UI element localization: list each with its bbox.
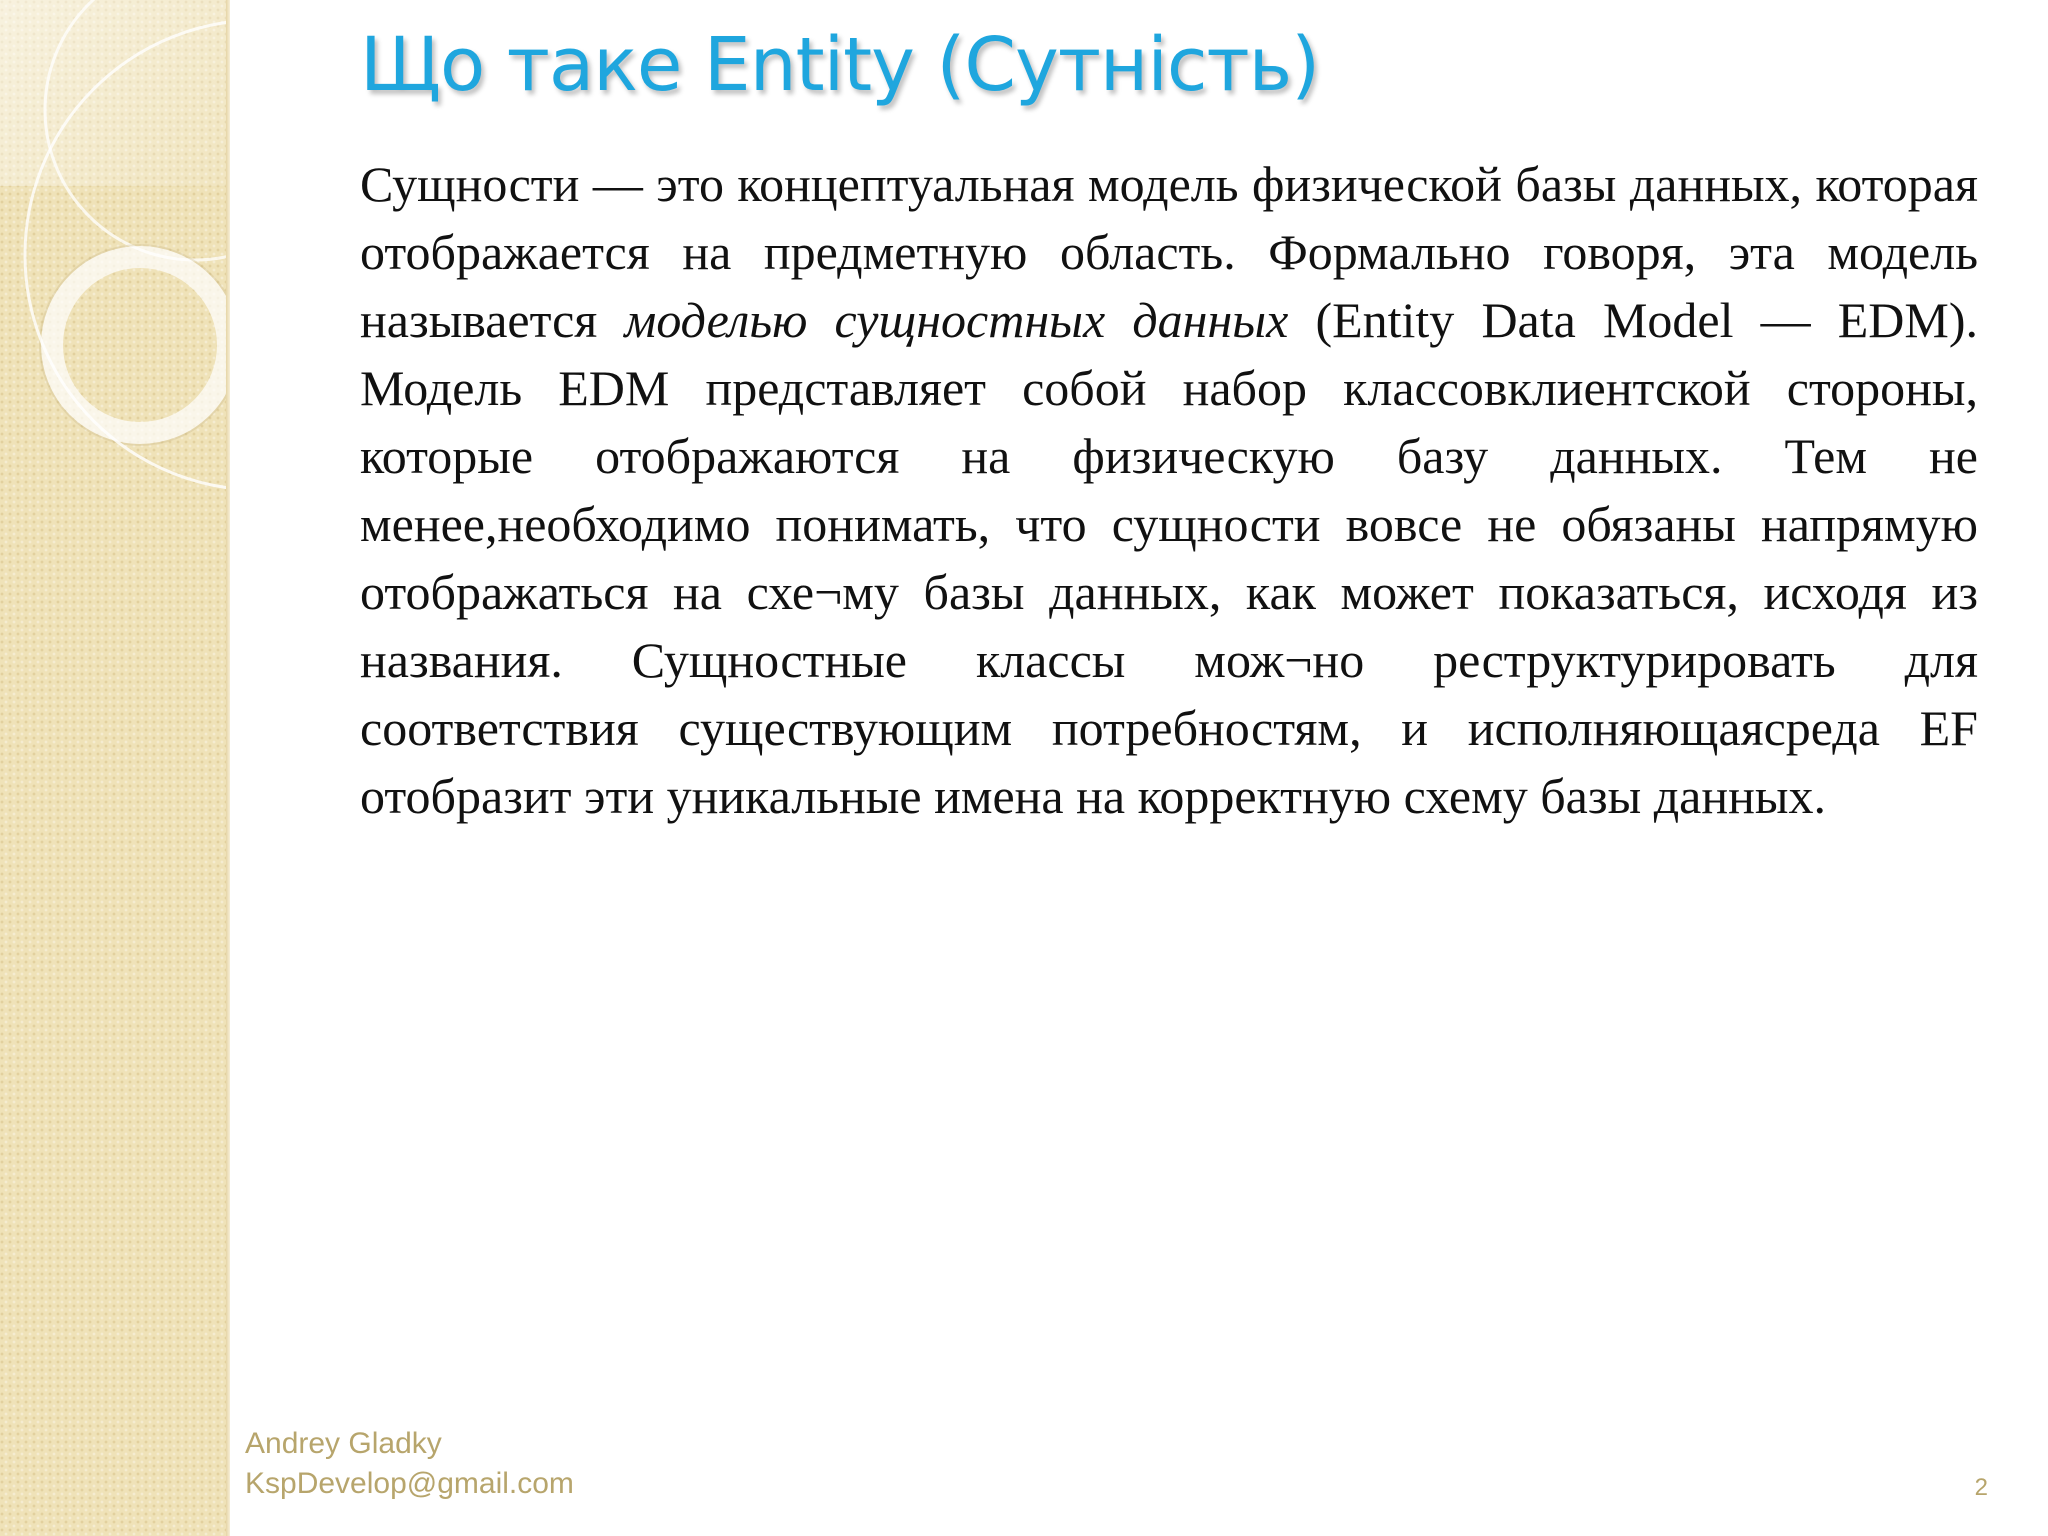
- footer-author: Andrey Gladky: [245, 1427, 442, 1460]
- slide-footer: [245, 1424, 574, 1504]
- body-text-part-2: (Entity Data Model — EDM). Модель EDM представляет собой набор классовклиентской стороны, которые отображаются на физическую базу данных. Тем не менее,необходимо понимать, что сущности вовсе не обязаны напрямую отображаться на схе¬му базы данных, как может показаться, исходя из названия. Сущностные классы мож¬но реструктурировать для соответствия существующим потребностям, и исполняющаясреда EF отобразит эти уникальные имена на корректную схему базы данных.: [360, 292, 1979, 824]
- page-number: 2: [1974, 1474, 1988, 1501]
- body-text-part-1: Сущности — это концептуальная модель физической базы данных, которая отображается на предметную область. Формально говоря, эта модель называется: [360, 156, 1978, 348]
- slide-title: Що таке Entity (Сутність): [360, 22, 1320, 108]
- footer-email: KspDevelop@gmail.com: [245, 1467, 574, 1500]
- decorative-rings-graphic: [0, 0, 226, 1536]
- decorative-sidebar: [0, 0, 226, 1536]
- body-text-emphasis: моделью сущностных данных: [624, 292, 1289, 348]
- sidebar-edge: [226, 0, 230, 1536]
- slide-body-text: [360, 150, 1978, 830]
